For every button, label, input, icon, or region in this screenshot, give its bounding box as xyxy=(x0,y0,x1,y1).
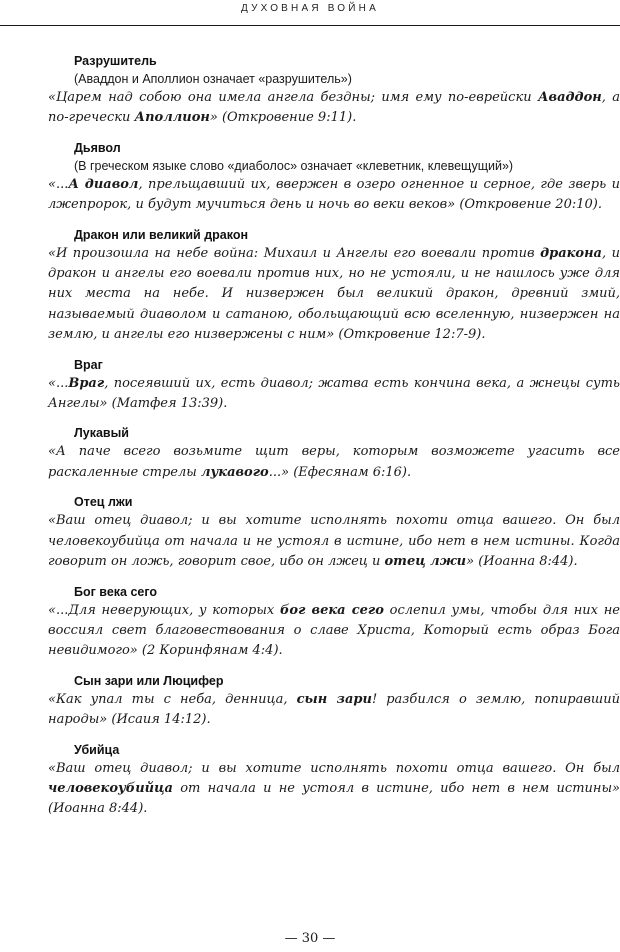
verse-emphasis: сын зари xyxy=(296,691,372,707)
verse-text: «Ваш отец диавол; и вы хотите исполнять похоти отца вашего. Он был xyxy=(48,760,620,776)
entry-wicked-one xyxy=(48,424,620,483)
entry-son-of-dawn xyxy=(48,672,620,731)
entry-heading: Сын зари или Люцифер xyxy=(74,673,224,688)
verse-text: , прельщавший их, ввержен в озеро огненное и серное, где зверь и лжепророк, и будут мучиться день и ночь во веки веков» (Откровение 20:10). xyxy=(48,176,620,213)
entry-verse xyxy=(48,690,620,731)
entry-verse xyxy=(48,511,620,572)
entry-destroyer xyxy=(48,52,620,129)
entry-heading: Дракон или великий дракон xyxy=(74,227,249,242)
entry-verse xyxy=(48,88,620,129)
entry-verse xyxy=(48,374,620,415)
entry-dragon xyxy=(48,226,620,346)
verse-emphasis: человекоубийца xyxy=(48,780,173,796)
verse-text: «... xyxy=(48,176,69,192)
verse-text: «...Для неверующих, у которых xyxy=(48,602,281,618)
entry-god-of-this-age xyxy=(48,583,620,662)
entry-verse xyxy=(48,759,620,820)
page-number: — 30 — xyxy=(284,931,336,946)
entry-heading: Бог века сего xyxy=(74,584,158,599)
entry-heading: Дьявол xyxy=(74,140,121,155)
verse-text: «Ваш отец диавол; и вы хотите исполнять похоти отца вашего. Он был человекоубийца от начала и не устоял в истине, ибо нет в нем истины. Когда говорит он ложь, говорит свое, ибо он лжец и xyxy=(48,513,620,570)
entry-verse xyxy=(48,442,620,483)
header-rule xyxy=(0,25,620,26)
verse-text: «... xyxy=(48,375,69,391)
entry-verse xyxy=(48,601,620,662)
entry-heading: Враг xyxy=(74,357,103,372)
verse-text: ослепил умы, чтобы для них не воссиял свет благовествования о славе Христа, Который есть образ Бога невидимого» (2 Коринфянам 4:4). xyxy=(48,602,620,659)
verse-emphasis: А диавол xyxy=(68,176,139,192)
verse-emphasis: лукавого xyxy=(201,464,269,480)
verse-text: «Царем над собою она имела ангела бездны; имя ему по-еврейски xyxy=(48,90,538,105)
verse-emphasis: отец лжи xyxy=(384,554,467,570)
page-body xyxy=(48,52,620,820)
entry-heading: Разрушитель xyxy=(74,54,157,68)
entry-note: (Аваддон и Аполлион означает «разрушитель») xyxy=(74,72,352,86)
entry-note: (В греческом языке слово «диаболос» означает «клеветник, клевещущий») xyxy=(74,158,514,173)
entry-verse xyxy=(48,175,620,216)
verse-text: » (Откровение 9:11). xyxy=(209,110,357,126)
verse-text: » (Иоанна 8:44). xyxy=(466,554,578,570)
entry-devil xyxy=(48,139,620,216)
verse-text: «А паче всего возьмите щит веры, которым возможете угасить все раскаленные стрелы xyxy=(48,444,620,480)
verse-emphasis: бог века сего xyxy=(280,602,384,618)
verse-emphasis: дракона xyxy=(540,245,602,261)
running-head: ДУХОВНАЯ ВОЙНА xyxy=(241,3,379,14)
entry-heading: Отец лжи xyxy=(74,495,133,510)
entry-father-of-lies xyxy=(48,493,620,572)
entry-enemy xyxy=(48,356,620,415)
verse-text: , посеявший их, есть диавол; жатва есть кончина века, а жнецы суть Ангелы» (Матфея 13:39). xyxy=(48,375,620,412)
verse-text: «И произошла на небе война: Михаил и Ангелы его воевали против xyxy=(48,245,541,261)
verse-emphasis: Враг xyxy=(68,375,105,391)
entry-heading: Убийца xyxy=(74,742,120,757)
verse-text: от начала и не устоял в истине, ибо нет в нем истины» (Иоанна 8:44). xyxy=(48,780,620,817)
verse-text: ...» (Ефесянам 6:16). xyxy=(268,464,412,480)
verse-text: «Как упал ты с неба, денница, xyxy=(48,691,297,707)
entry-heading: Лукавый xyxy=(74,426,129,441)
entry-murderer xyxy=(48,741,620,820)
verse-text: , и дракон и ангелы его воевали против них, но не устояли, и не нашлось уже для них места на небе. И низвержен был великий дракон, древний змий, называемый диаволом и сатаною, обольщающий всю вселенную, низвержен на землю, и ангелы его низвержены с ним» (Откровение 12:7-9). xyxy=(48,245,620,343)
verse-text: ! разбился о землю, попиравший народы» (Исаия 14:12). xyxy=(48,691,620,728)
entry-verse xyxy=(48,244,620,346)
verse-text: , а по-гречески xyxy=(48,90,620,126)
verse-emphasis: Аваддон xyxy=(537,90,602,105)
verse-emphasis: Аполлион xyxy=(134,110,210,126)
